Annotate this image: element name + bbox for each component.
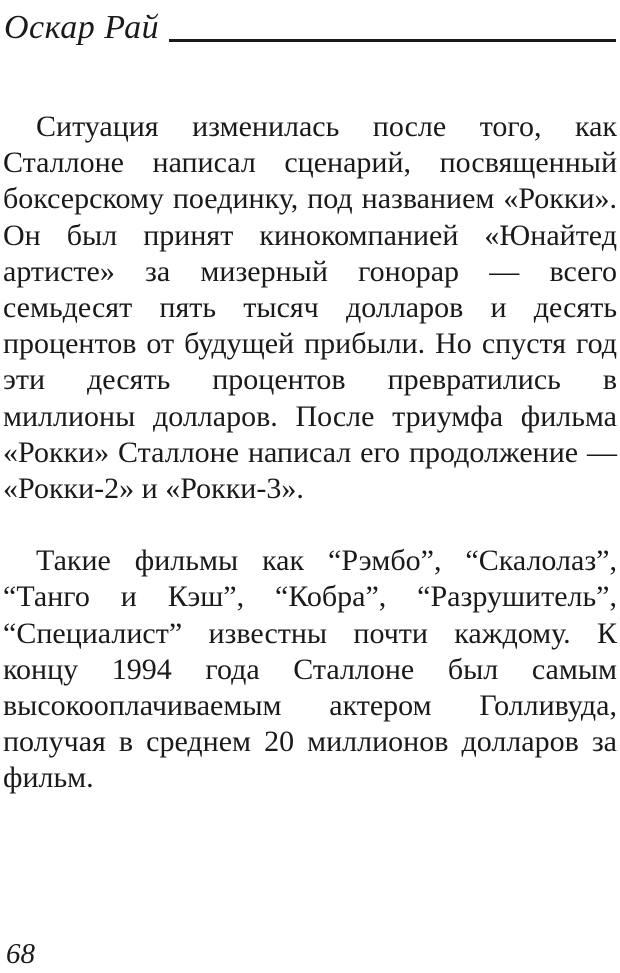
header-author: Оскар Рай xyxy=(4,9,160,46)
paragraph-2: Такие фильмы как “Рэмбо”, “Скалолаз”, “Танго и Кэш”, “Кобра”, “Разрушитель”, “Специалист” известны почти каждому. К концу 1994 года Сталлоне был самым высокооплачиваемым актером Голливуда, получая в среднем 20 миллионов долларов за фильм. xyxy=(3,544,617,795)
page-number: 68 xyxy=(6,938,35,970)
header-rule xyxy=(169,39,616,42)
paragraph-1: Ситуация изменилась после того, как Сталлоне написал сценарий, посвященный боксерскому поединку, под названием «Рокки». Он был принят кинокомпанией «Юнайтед артисте» за мизерный гонорар — всего семьдесят пять тысяч долларов и десять процентов от будущей прибыли. Но спустя год эти десять процентов превратились в миллионы долларов. После триумфа фильма «Рокки» Сталлоне написал его продолжение — «Рокки-2» и «Рокки-3». xyxy=(3,110,617,506)
running-header xyxy=(4,6,616,46)
page-body xyxy=(3,109,617,797)
